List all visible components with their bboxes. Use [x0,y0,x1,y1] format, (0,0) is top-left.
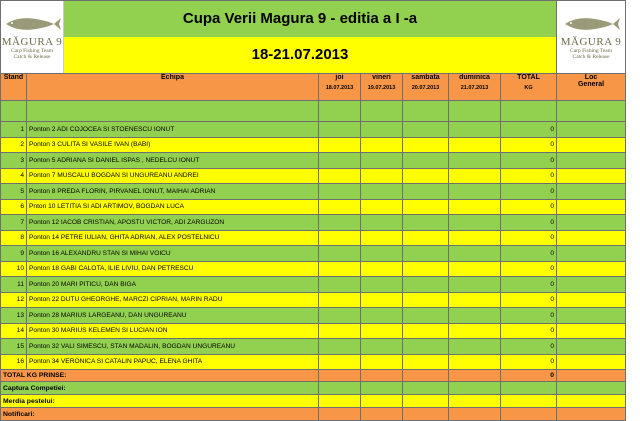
loc-general [557,323,626,339]
stand-number: 3 [1,153,27,169]
table-row [1,339,626,355]
stand-number: 7 [1,215,27,231]
page-title: Cupa Verii Magura 9 - editia a I -a [182,9,418,27]
table-row [1,153,626,169]
day-sambata [403,122,449,138]
day-vineri [361,277,403,293]
day-joi [319,354,361,370]
table-row [1,246,626,262]
day-joi [319,215,361,231]
table-row [1,230,626,246]
col-sambata: sambata 20.07.2013 [403,74,449,101]
stand-number: 9 [1,246,27,262]
loc-general [557,246,626,262]
day-joi [319,122,361,138]
day-sambata [403,261,449,277]
loc-general [557,261,626,277]
day-sambata [403,339,449,355]
day-duminica [449,339,501,355]
captura-label: Captura Competiei: [1,382,319,395]
loc-general [557,137,626,153]
table-row [1,122,626,138]
loc-general [557,153,626,169]
loc-general [557,292,626,308]
stand-number: 10 [1,261,27,277]
col-duminica: duminica 21.07.2013 [449,74,501,101]
day-joi [319,199,361,215]
day-duminica [449,184,501,200]
loc-general [557,184,626,200]
day-duminica [449,308,501,324]
loc-general [557,215,626,231]
team-total: 0 [501,184,557,200]
header-right [557,1,626,74]
day-sambata [403,184,449,200]
table-row [1,323,626,339]
col-joi: joi 18.07.2013 [319,74,361,101]
team-total: 0 [501,153,557,169]
day-sambata [403,153,449,169]
day-sambata [403,246,449,262]
logo-tagline: Catch & Release [13,54,51,60]
table-row [1,277,626,293]
logo-brand: MĂGURA 9 [1,36,63,48]
col-total: TOTAL KG [501,74,557,101]
day-duminica [449,261,501,277]
col-vineri: vineri 19.07.2013 [361,74,403,101]
day-sambata [403,137,449,153]
table-row [1,354,626,370]
day-duminica [449,153,501,169]
day-joi [319,153,361,169]
team-name: Ponton 14 PETRE IULIAN, GHITA ADRIAN, ALEX POSTELNICU [27,230,319,246]
day-joi [319,292,361,308]
day-duminica [449,246,501,262]
day-duminica [449,277,501,293]
carp-fish-icon [2,14,62,34]
team-rows [1,122,626,370]
day-duminica [449,199,501,215]
team-name: Ponton 16 ALEXANDRU STAN SI MIHAI VOICU [27,246,319,262]
day-joi [319,308,361,324]
team-total: 0 [501,339,557,355]
table-row [1,184,626,200]
team-total: 0 [501,122,557,138]
team-name: Ponton 8 PREDA FLORIN, PIRVANEL IONUT, MAIHAI ADRIAN [27,184,319,200]
notificari-label: Notificari: [1,408,319,421]
loc-general [557,199,626,215]
team-total: 0 [501,215,557,231]
team-total: 0 [501,277,557,293]
day-vineri [361,168,403,184]
day-sambata [403,215,449,231]
total-label: TOTAL KG PRINSE: [1,370,319,382]
day-sambata [403,308,449,324]
team-total: 0 [501,230,557,246]
carp-fish-icon [561,14,621,34]
loc-general [557,308,626,324]
team-total: 0 [501,137,557,153]
stand-number: 8 [1,230,27,246]
loc-general [557,339,626,355]
table-row [1,137,626,153]
day-sambata [403,199,449,215]
team-total: 0 [501,354,557,370]
day-joi [319,230,361,246]
col-stand: Stand [1,74,27,101]
day-duminica [449,137,501,153]
day-vineri [361,215,403,231]
day-joi [319,339,361,355]
day-joi [319,168,361,184]
team-name: Ponton 30 MARIUS KELEMEN SI LUCIAN ION [27,323,319,339]
merdia-label: Merdia pestelui: [1,395,319,408]
day-duminica [449,230,501,246]
team-name: Ponton 3 CULITA SI VASILE IVAN (BABI) [27,137,319,153]
total-value: 0 [501,370,557,382]
page-dates: 18-21.07.2013 [251,45,349,63]
team-name: Ponton 22 DUTU GHEORGHE, MARCZI CIPRIAN, MARIN RADU [27,292,319,308]
team-name: Pnton 10 LETITIA SI ADI ARTIMOV, BOGDAN LUCA [27,199,319,215]
day-sambata [403,354,449,370]
team-name: Ponton 28 MARIUS LARGEANU, DAN UNGUREANU [27,308,319,324]
day-vineri [361,184,403,200]
loc-general [557,122,626,138]
table-row [1,308,626,324]
day-joi [319,184,361,200]
logo-right [557,1,625,73]
team-total: 0 [501,292,557,308]
day-sambata [403,292,449,308]
day-vineri [361,323,403,339]
stand-number: 12 [1,292,27,308]
day-duminica [449,354,501,370]
day-joi [319,277,361,293]
table-row [1,199,626,215]
col-loc: Loc General [557,74,626,101]
stand-number: 6 [1,199,27,215]
table-row [1,168,626,184]
team-name: Ponton 2 ADI COJOCEA SI STOENESCU IONUT [27,122,319,138]
team-name: Ponton 5 ADRIANA SI DANIEL ISPAS , NEDELCU IONUT [27,153,319,169]
day-duminica [449,323,501,339]
day-joi [319,323,361,339]
table-row [1,261,626,277]
day-joi [319,137,361,153]
notificari-row [1,408,626,421]
logo-team: Carp Fishing Team [570,48,613,54]
day-vineri [361,292,403,308]
team-name: Ponton 20 MARI PITICU, DAN BIGA [27,277,319,293]
team-total: 0 [501,261,557,277]
loc-general [557,168,626,184]
stand-number: 16 [1,354,27,370]
team-name: Ponton 7 MUSCALU BOGDAN SI UNGUREANU ANDREI [27,168,319,184]
team-name: Ponton 12 IACOB CRISTIAN, APOSTU VICTOR, ADI ZARGUZON [27,215,319,231]
stand-number: 13 [1,308,27,324]
day-vineri [361,199,403,215]
day-vineri [361,308,403,324]
day-sambata [403,323,449,339]
stand-number: 4 [1,168,27,184]
day-vineri [361,261,403,277]
day-vineri [361,354,403,370]
day-vineri [361,246,403,262]
col-echipa: Echipa [27,74,319,101]
loc-general [557,354,626,370]
loc-general [557,277,626,293]
logo-tagline: Catch & Release [572,54,610,60]
day-duminica [449,168,501,184]
day-duminica [449,122,501,138]
team-total: 0 [501,199,557,215]
team-name: Ponton 32 VALI SIMESCU, STAN MADALIN, BOGDAN UNGUREANU [27,339,319,355]
stand-number: 2 [1,137,27,153]
day-vineri [361,122,403,138]
team-name: Ponton 34 VERONICA SI CATALIN PAPUC, ELENA GHITA [27,354,319,370]
day-sambata [403,230,449,246]
stand-number: 14 [1,323,27,339]
table-row [1,215,626,231]
total-row [1,370,626,382]
day-vineri [361,230,403,246]
column-header-row [1,74,626,101]
stand-number: 5 [1,184,27,200]
merdia-row [1,395,626,408]
day-vineri [361,137,403,153]
team-total: 0 [501,168,557,184]
logo-left [1,1,64,73]
day-duminica [449,292,501,308]
day-sambata [403,277,449,293]
team-total: 0 [501,246,557,262]
day-vineri [361,153,403,169]
team-total: 0 [501,323,557,339]
stand-number: 1 [1,122,27,138]
loc-general [557,230,626,246]
logo-team: Carp Fishing Team [11,48,53,54]
day-vineri [361,339,403,355]
stand-number: 11 [1,277,27,293]
table-row [1,292,626,308]
day-joi [319,246,361,262]
stand-number: 15 [1,339,27,355]
logo-brand: MĂGURA 9 [560,36,622,48]
captura-row [1,382,626,395]
team-name: Ponton 18 GABI CALOTA, ILIE LIVIU, DAN PETRESCU [27,261,319,277]
day-sambata [403,168,449,184]
spacer-row [1,101,626,122]
day-duminica [449,215,501,231]
team-total: 0 [501,308,557,324]
day-joi [319,261,361,277]
